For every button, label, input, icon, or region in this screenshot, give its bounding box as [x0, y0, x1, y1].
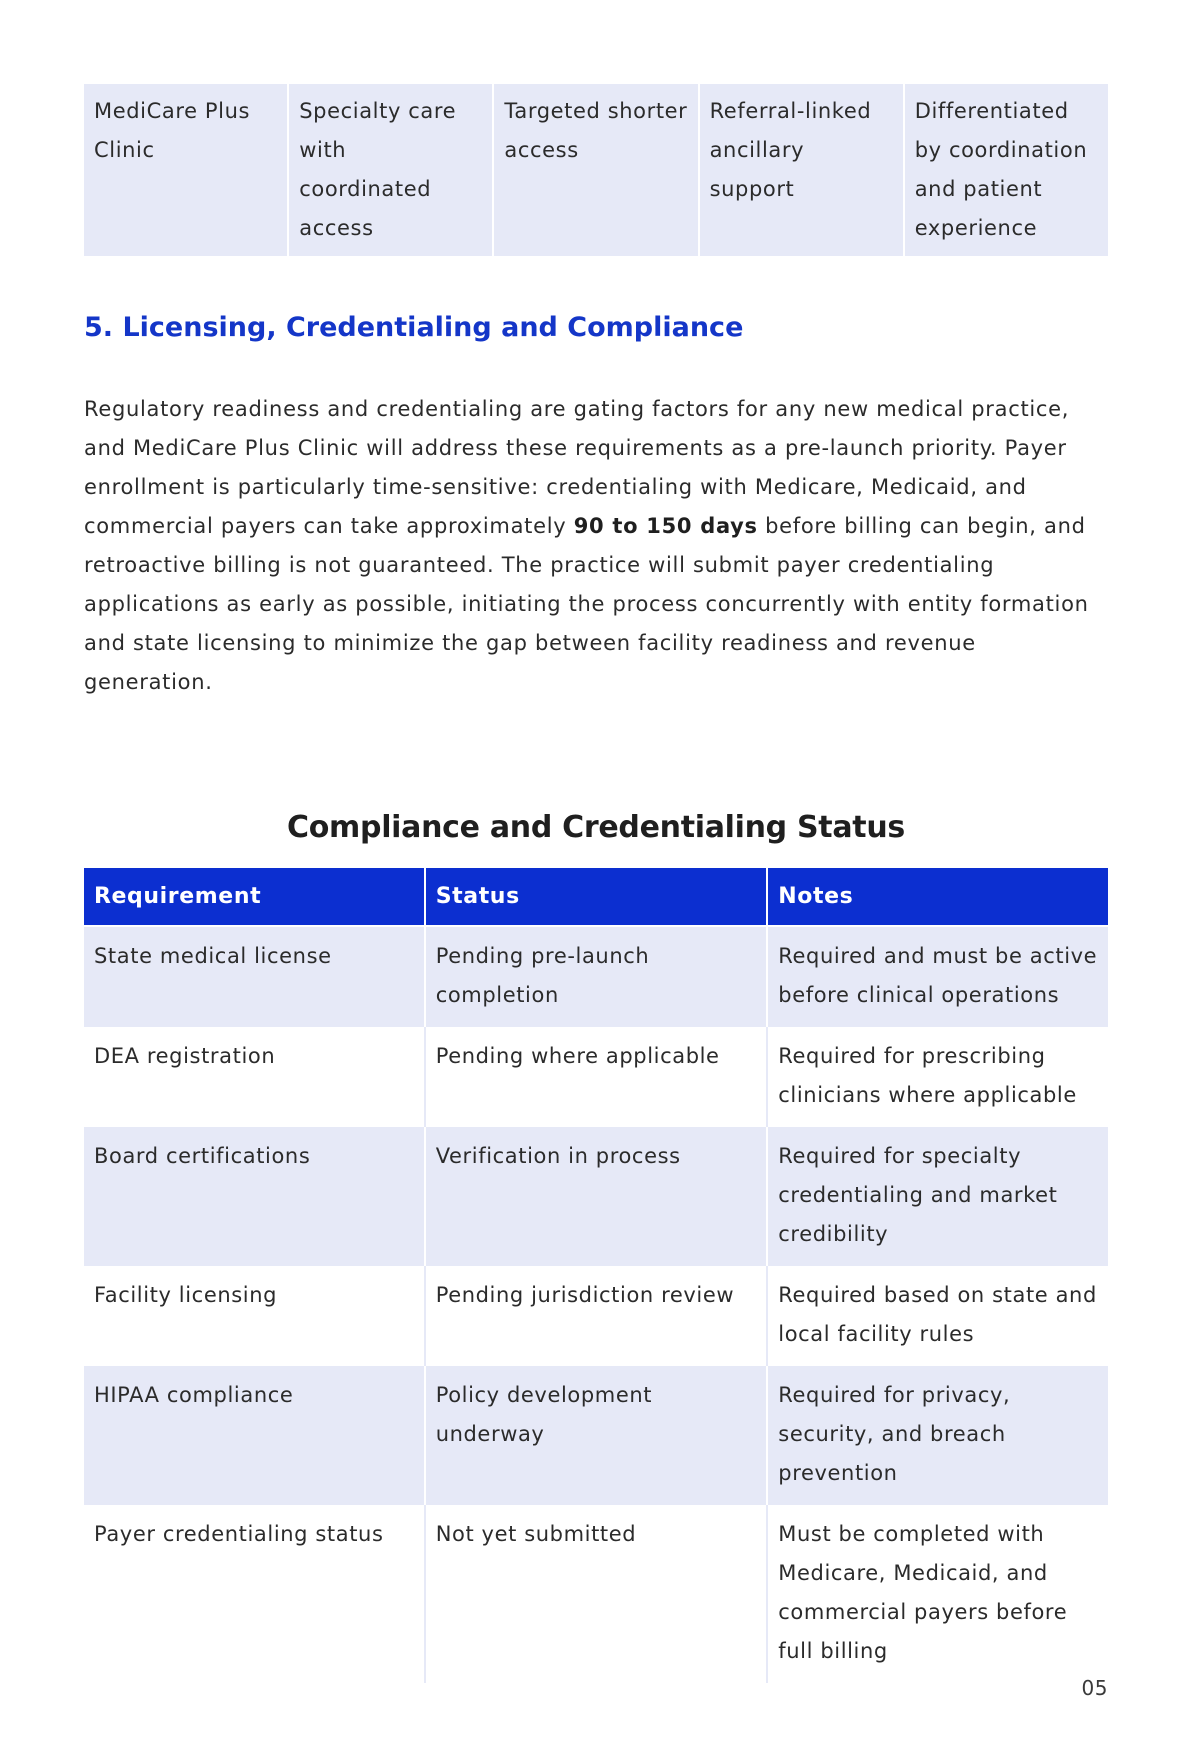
requirement-cell: HIPAA compliance [84, 1366, 425, 1505]
notes-cell: Required for prescribing clinicians where applicable [767, 1027, 1108, 1127]
notes-cell: Required based on state and local facility rules [767, 1266, 1108, 1366]
status-cell: Pending pre-launch completion [425, 926, 768, 1027]
table-cell: MediCare Plus Clinic [84, 84, 288, 256]
document-page [84, 84, 1108, 1683]
section-heading: 5. Licensing, Credentialing and Compliance [84, 312, 744, 343]
compliance-status-table [84, 868, 1108, 1683]
requirement-cell: Payer credentialing status [84, 1505, 425, 1683]
status-cell: Not yet submitted [425, 1505, 768, 1683]
table-row [84, 1366, 1108, 1505]
section-paragraph [84, 390, 1108, 702]
column-header-notes: Notes [767, 868, 1108, 926]
requirement-cell: Facility licensing [84, 1266, 425, 1366]
paragraph-text: Regulatory readiness and credentialing are gating factors for any new medical practice, and MediCare Plus Clinic will address these requirements as a pre-launch priority. Payer enrollment is particularly time-sensitive: credentialing with Medicare, Medicaid, and commercial payers can take approximately [84, 397, 1070, 538]
notes-cell: Must be completed with Medicare, Medicaid, and commercial payers before full billing [767, 1505, 1108, 1683]
table-row [84, 1266, 1108, 1366]
status-cell: Policy development underway [425, 1366, 768, 1505]
table-header-row [84, 868, 1108, 926]
notes-cell: Required and must be active before clinical operations [767, 926, 1108, 1027]
requirement-cell: Board certifications [84, 1127, 425, 1266]
notes-cell: Required for privacy, security, and breach prevention [767, 1366, 1108, 1505]
column-header-status: Status [425, 868, 768, 926]
requirement-cell: DEA registration [84, 1027, 425, 1127]
table-row [84, 1027, 1108, 1127]
table-cell: Referral-linked ancillary support [699, 84, 904, 256]
comparison-table-continued [84, 84, 1108, 256]
status-cell: Pending jurisdiction review [425, 1266, 768, 1366]
column-header-requirement: Requirement [84, 868, 425, 926]
table-row [84, 84, 1108, 256]
table-row [84, 926, 1108, 1027]
paragraph-text: before billing can begin, and retroactive billing is not guaranteed. The practice will submit payer credentialing applications as early as possible, initiating the process concurrently with entity formation and state licensing to minimize the gap between facility readiness and revenue generation. [84, 514, 1089, 694]
table-cell: Targeted shorter access [493, 84, 698, 256]
table-cell: Specialty care with coordinated access [288, 84, 493, 256]
requirement-cell: State medical license [84, 926, 425, 1027]
page-number: 05 [1081, 1676, 1108, 1700]
table-row [84, 1505, 1108, 1683]
table-cell: Differentiated by coordination and patient experience [904, 84, 1108, 256]
notes-cell: Required for specialty credentialing and market credibility [767, 1127, 1108, 1266]
status-cell: Pending where applicable [425, 1027, 768, 1127]
table-row [84, 1127, 1108, 1266]
paragraph-emphasis: 90 to 150 days [573, 514, 758, 538]
table-title: Compliance and Credentialing Status [287, 810, 905, 845]
status-cell: Verification in process [425, 1127, 768, 1266]
